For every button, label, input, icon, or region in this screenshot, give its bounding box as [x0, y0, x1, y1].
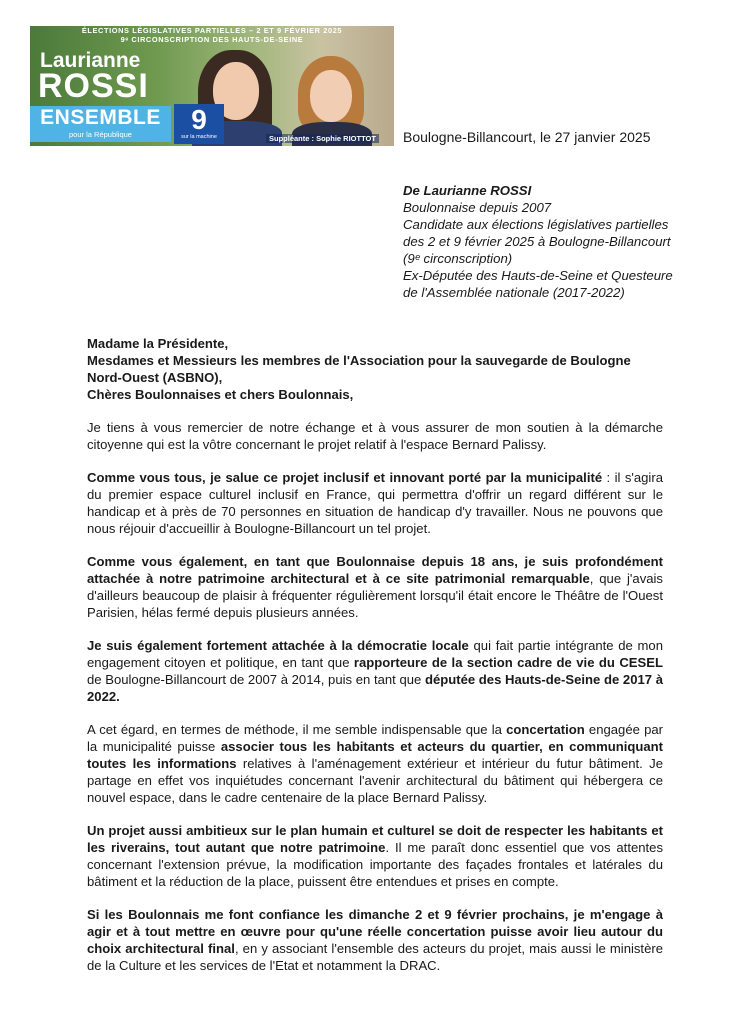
- bold-segment: Si les Boulonnais me font confiance les dimanche 2 et 9 février prochains, je m'engage à agir et à tout mettre en œuvre pour qu'une réelle concertation puisse avoir lieu autour du choix architectural final: [87, 907, 663, 956]
- text-segment: Je tiens à vous remercier de notre échange et à vous assurer de mon soutien à la démarche citoyenne qui est la vôtre concernant le projet relatif à l'espace Bernard Palissy.: [87, 420, 663, 452]
- sender-block: [403, 182, 673, 301]
- text-segment: engagée par la municipalité puisse: [87, 722, 663, 754]
- banner-first-name: Laurianne: [40, 49, 141, 72]
- salutation-block: [87, 335, 663, 403]
- letter-paragraph: [87, 906, 663, 974]
- campaign-banner: [30, 26, 394, 146]
- sender-line: Candidate aux élections législatives partielles: [403, 217, 669, 232]
- text-segment: qui fait partie intégrante de mon engagement citoyen et politique, en tant que: [87, 638, 663, 670]
- bold-segment: Je suis également fortement attachée à la démocratie locale: [87, 638, 469, 653]
- sender-line: Boulonnaise depuis 2007: [403, 200, 552, 215]
- banner-line-1: ÉLECTIONS LÉGISLATIVES PARTIELLES – 2 ET 9 FÉVRIER 2025: [81, 26, 343, 35]
- bold-segment: rapporteure de la section cadre de vie du CESEL: [353, 655, 663, 670]
- banner-election-title: [30, 26, 394, 48]
- text-segment: : il s'agira du premier espace culturel inclusif en France, qui permettra d'offrir un regard différent sur le handicap et à près de 70 personnes en situation de handicap d'y travailler. Nous ne pouvons que nous réjouir d'accueillir à Boulogne-Billancourt un tel projet.: [87, 470, 663, 536]
- bold-segment: députée des Hauts-de-Seine de 2017 à 2022.: [87, 672, 663, 704]
- bold-segment: concertation: [506, 722, 585, 737]
- letter-paragraph: [87, 822, 663, 890]
- party-logo: [30, 106, 171, 142]
- ballot-number-badge: [174, 104, 224, 144]
- banner-line-2: 9ᵉ CIRCONSCRIPTION DES HAUTS-DE-SEINE: [120, 35, 304, 44]
- salutation-line: Chères Boulonnaises et chers Boulonnais,: [87, 387, 354, 402]
- sender-line: (9ᵉ circonscription): [403, 251, 513, 266]
- letter-paragraph: [87, 637, 663, 705]
- bold-segment: Un projet aussi ambitieux sur le plan humain et culturel se doit de respecter les habitants et les riverains, tout autant que notre patrimoine: [87, 823, 663, 855]
- letter-paragraph: [87, 553, 663, 621]
- letter-paragraph: [87, 469, 663, 537]
- letter-paragraph: [87, 419, 663, 453]
- text-segment: A cet égard, en termes de méthode, il me semble indispensable que la: [87, 722, 507, 737]
- salutation-line: Madame la Présidente,: [87, 336, 229, 351]
- bold-segment: associer tous les habitants et acteurs du quartier: [220, 739, 540, 754]
- text-segment: de Boulogne-Billancourt de 2007 à 2014, puis en tant que: [87, 672, 425, 687]
- text-segment: , en y associant l'ensemble des acteurs du projet, mais aussi le ministère de la Culture et les services de l'Etat et notamment la DRAC.: [87, 941, 663, 973]
- text-segment: relatives à l'aménagement extérieur et intérieur du futur bâtiment. Je partage en effet vos inquiétudes concernant l'avenir architectural du bâtiment qui hébergera ce nouvel espace, dans le cadre centenaire de la place Bernard Palissy.: [87, 756, 663, 805]
- text-segment: , que j'avais d'ailleurs beaucoup de plaisir à fréquenter régulièrement lorsqu'il était encore le Théâtre de l'Ouest Parisien, hélas fermé depuis plusieurs années.: [87, 571, 663, 620]
- ballot-number: 9: [191, 104, 207, 135]
- bold-segment: Comme vous également, en tant que Boulonnaise depuis 18 ans, je suis profondément attachée à notre patrimoine architectural et à ce site patrimonial remarquable: [87, 554, 663, 586]
- salutation-line: Mesdames et Messieurs les membres de l'Association pour la sauvegarde de Boulogne Nord-Ouest (ASBNO),: [87, 353, 631, 385]
- bold-segment: Comme vous tous, je salue ce projet inclusif et innovant porté par la municipalité: [87, 470, 603, 485]
- ballot-number-subtitle: sur la machine: [181, 134, 217, 140]
- substitute-caption: Suppléante : Sophie RIOTTOT: [266, 134, 379, 143]
- substitute-photo-face: [310, 70, 352, 122]
- letter-date: Boulogne-Billancourt, le 27 janvier 2025: [403, 129, 651, 145]
- sender-line: Ex-Députée des Hauts-de-Seine et Questeure: [403, 268, 673, 283]
- sender-line: des 2 et 9 février 2025 à Boulogne-Billancourt: [403, 234, 671, 249]
- sender-line: de l'Assemblée nationale (2017-2022): [403, 285, 625, 300]
- banner-last-name: ROSSI: [38, 67, 149, 105]
- bold-segment: , en communiquant toutes les informations: [87, 739, 663, 771]
- text-segment: . Il me paraît donc essentiel que vos attentes concernant l'extension prévue, la modification importante des façades frontales et latérales du bâtiment et la réduction de la place, puissent être entendues et prises en compte.: [87, 840, 663, 889]
- party-subtitle: pour la République: [69, 130, 132, 139]
- letter-body: [87, 335, 663, 990]
- sender-name: De Laurianne ROSSI: [403, 183, 532, 198]
- party-name: ENSEMBLE: [40, 106, 161, 129]
- letter-paragraph: [87, 721, 663, 806]
- letter-paragraphs: [87, 419, 663, 974]
